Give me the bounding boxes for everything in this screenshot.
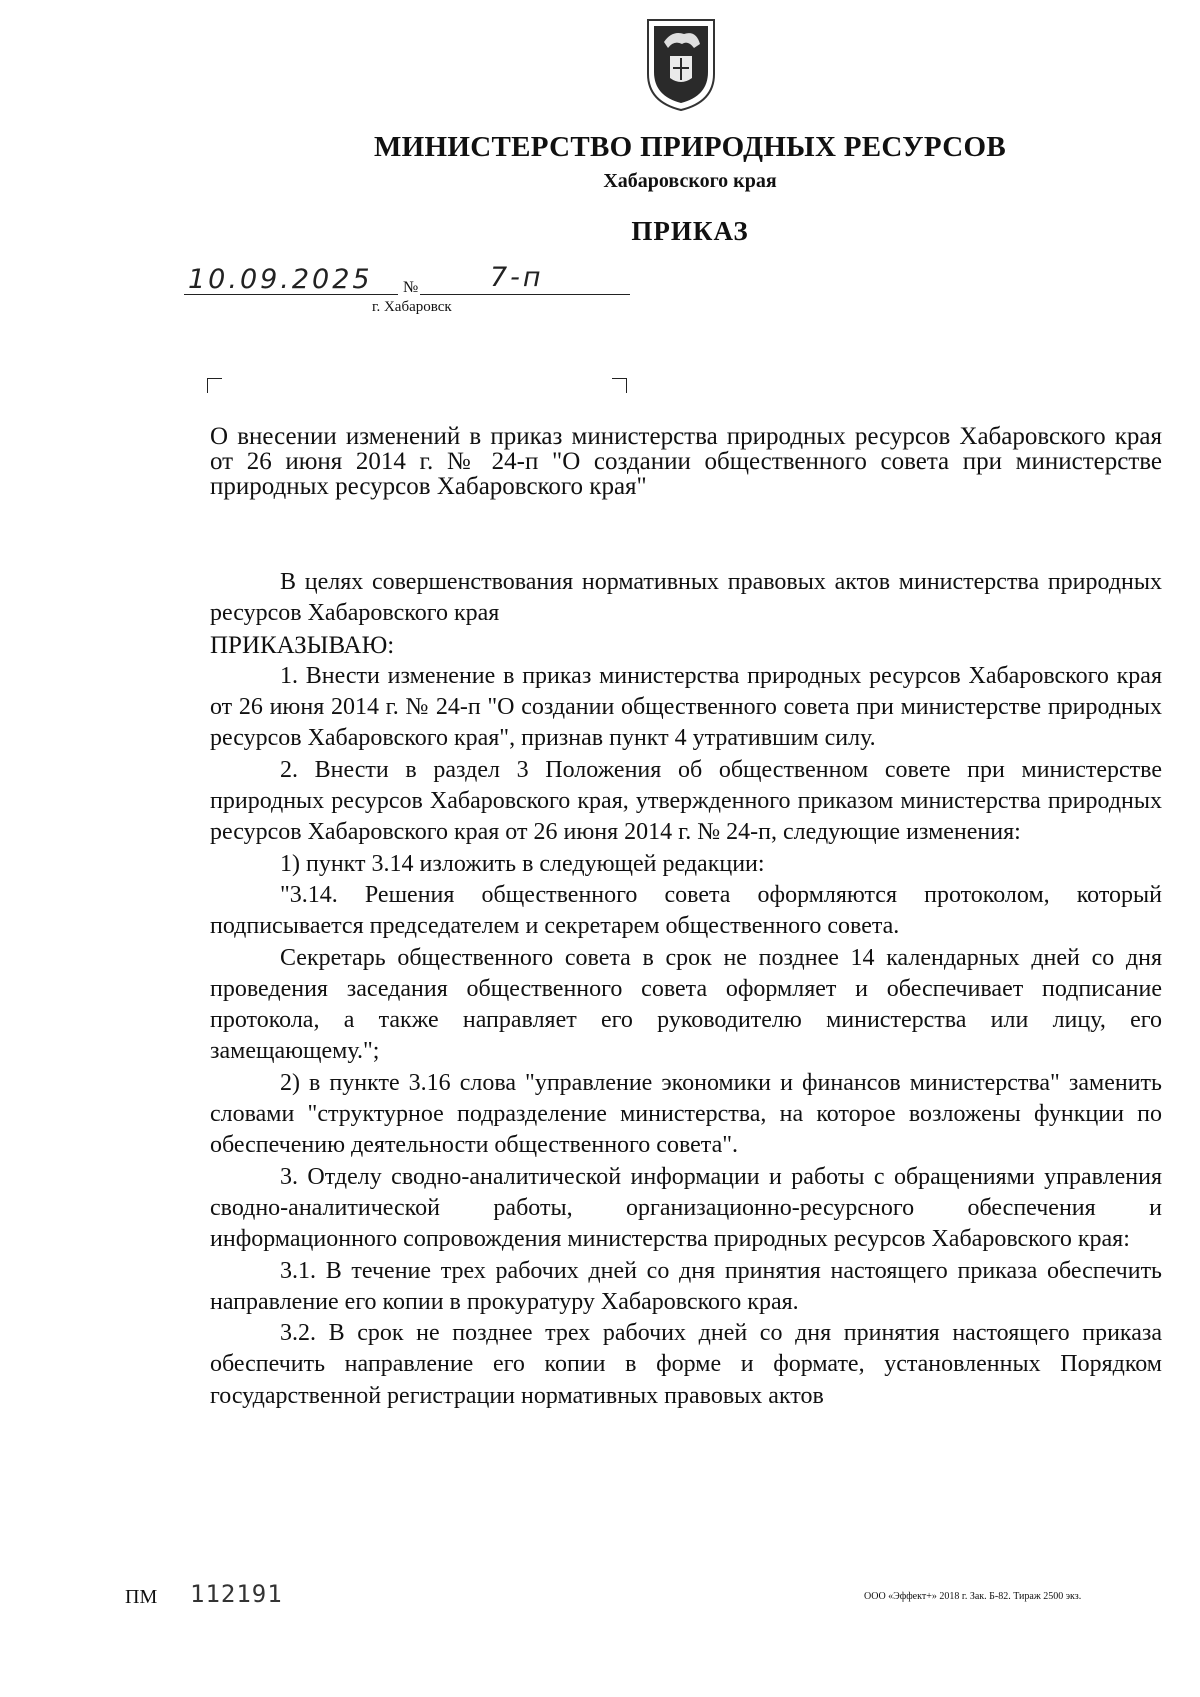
number-label: № (403, 279, 419, 296)
paragraph: Секретарь общественного совета в срок не позднее 14 календарных дней со дня проведения заседания общественного совета оформляет и обеспечивает подписание протокола, а также направляет его руководителю министерства или лицу, его замещающему."; (210, 944, 1162, 1065)
order-word: ПРИКАЗЫВАЮ: (210, 631, 395, 659)
paragraph: 2. Внести в раздел 3 Положения об общественном совете при министерстве природных ресурсов Хабаровского края, утвержденного приказом министерства природных ресурсов Хабаровского края от 26 июня 2014 г. № 24-п, следующие изменения: (210, 756, 1162, 846)
document-type: ПРИКАЗ (631, 216, 749, 246)
corner-mark-left (207, 378, 222, 393)
paragraph: "3.14. Решения общественного совета оформляются протоколом, который подписывается председателем и секретарем общественного совета. (210, 881, 1162, 940)
paragraph: 3. Отделу сводно-аналитической информации и работы с обращениями управления сводно-аналитической работы, организационно-ресурсного обеспечения и информационного сопровождения министерства природных ресурсов Хабаровского края: (210, 1163, 1162, 1253)
date-underline (184, 294, 398, 295)
corner-mark-right (612, 378, 627, 393)
ministry-subtitle: Хабаровского края (603, 170, 777, 192)
paragraph: 2) в пункте 3.16 слова "управление экономики и финансов министерства" заменить словами "структурное подразделение министерства, на которое возложены функции по обеспечению деятельности общественного совета". (210, 1069, 1162, 1159)
preamble: В целях совершенствования нормативных правовых актов министерства природных ресурсов Хабаровского края (210, 569, 1162, 627)
order-subject: О внесении изменений в приказ министерства природных ресурсов Хабаровского края от 26 июня 2014 г. № 24-п "О создании общественного совета при министерстве природных ресурсов Хабаровского края" (210, 423, 1162, 500)
paragraph: 3.2. В срок не позднее трех рабочих дней со дня принятия настоящего приказа обеспечить направление его копии в форме и формате, установленных Порядком государственной регистрации нормативных правовых актов (210, 1320, 1162, 1409)
serial-number: 112191 (190, 1580, 283, 1608)
handwritten-date: 10.09.2025 (188, 264, 373, 295)
coat-of-arms-icon (642, 14, 720, 114)
ministry-title: МИНИСТЕРСТВО ПРИРОДНЫХ РЕСУРСОВ (374, 131, 1006, 163)
order-body (210, 567, 1162, 1412)
paragraph: 1) пункт 3.14 изложить в следующей редакции: (280, 850, 765, 877)
printer-info: ООО «Эффект+» 2018 г. Зак. Б-82. Тираж 2500 экз. (864, 1591, 1082, 1602)
paragraph: 1. Внести изменение в приказ министерства природных ресурсов Хабаровского края от 26 июня 2014 г. № 24-п "О создании общественного совета при министерстве природных ресурсов Хабаровского края", признав пункт 4 утратившим силу. (210, 662, 1162, 752)
number-underline (420, 294, 630, 295)
handwritten-number: 7-п (490, 262, 544, 293)
city-label: г. Хабаровск (372, 299, 452, 315)
form-code: ПМ (125, 1586, 158, 1608)
paragraph: 3.1. В течение трех рабочих дней со дня принятия настоящего приказа обеспечить направление его копии в прокуратуру Хабаровского края. (210, 1257, 1162, 1315)
